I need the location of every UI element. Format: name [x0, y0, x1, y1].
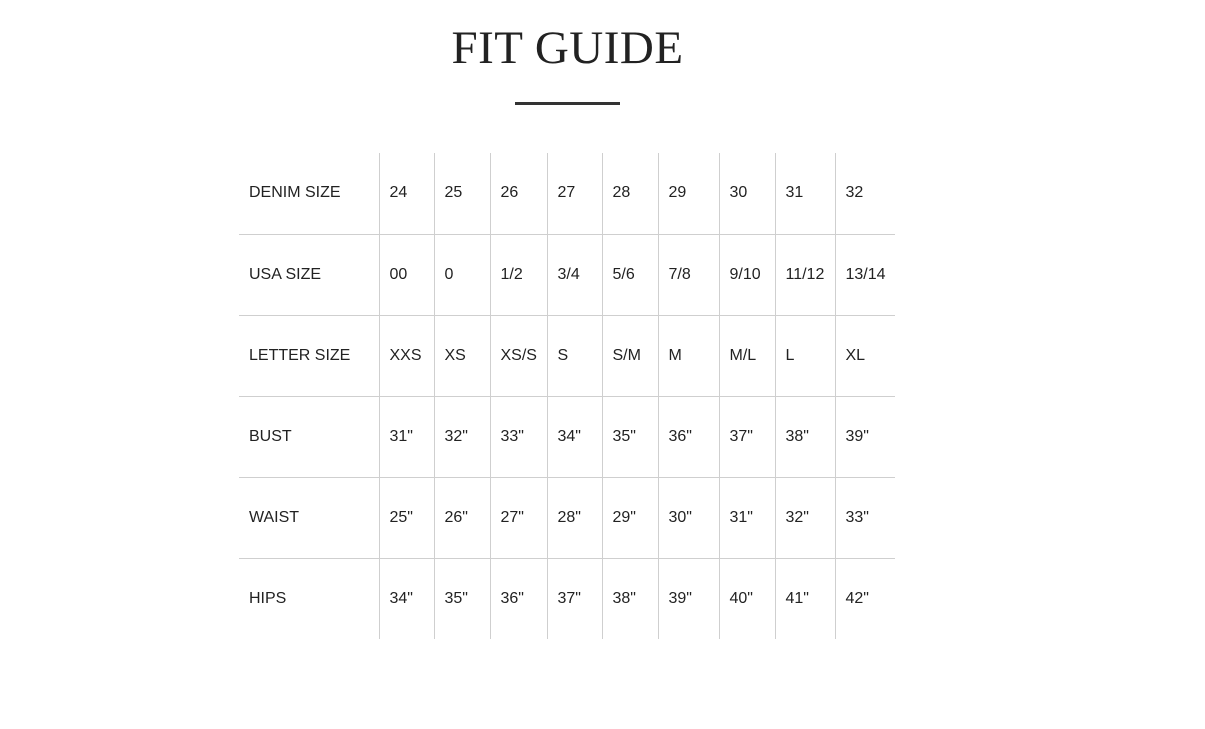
table-cell: 34" [379, 558, 434, 639]
table-cell: 33" [490, 396, 547, 477]
table-cell: 38" [602, 558, 658, 639]
table-cell: 32 [835, 153, 895, 234]
table-cell: XL [835, 315, 895, 396]
table-cell: 25" [379, 477, 434, 558]
page-title: FIT GUIDE [451, 22, 684, 74]
row-label-waist: WAIST [239, 477, 379, 558]
row-label-letter-size: LETTER SIZE [239, 315, 379, 396]
table-row-denim-size [239, 153, 895, 234]
table-row-hips [239, 558, 895, 639]
table-cell: 28 [602, 153, 658, 234]
table-row-bust [239, 396, 895, 477]
table-cell: 39" [658, 558, 719, 639]
table-cell: 30" [658, 477, 719, 558]
table-cell: 24 [379, 153, 434, 234]
table-cell: 35" [434, 558, 490, 639]
table-cell: 41" [775, 558, 835, 639]
table-cell: M [658, 315, 719, 396]
table-cell: 5/6 [602, 234, 658, 315]
table-cell: 3/4 [547, 234, 602, 315]
title-underline [515, 102, 620, 105]
table-cell: 33" [835, 477, 895, 558]
table-cell: 30 [719, 153, 775, 234]
table-cell: 36" [490, 558, 547, 639]
table-cell: XXS [379, 315, 434, 396]
table-row-waist [239, 477, 895, 558]
table-cell: 34" [547, 396, 602, 477]
table-cell: 27 [547, 153, 602, 234]
table-cell: 37" [547, 558, 602, 639]
row-label-bust: BUST [239, 396, 379, 477]
table-cell: 1/2 [490, 234, 547, 315]
table-cell: 11/12 [775, 234, 835, 315]
row-label-hips: HIPS [239, 558, 379, 639]
table-row-usa-size [239, 234, 895, 315]
table-cell: 32" [775, 477, 835, 558]
table-cell: 7/8 [658, 234, 719, 315]
table-cell: 37" [719, 396, 775, 477]
table-cell: 9/10 [719, 234, 775, 315]
table-cell: 26" [434, 477, 490, 558]
table-cell: XS/S [490, 315, 547, 396]
table-cell: 13/14 [835, 234, 895, 315]
table-cell: 40" [719, 558, 775, 639]
table-cell: 38" [775, 396, 835, 477]
row-label-usa-size: USA SIZE [239, 234, 379, 315]
table-cell: 00 [379, 234, 434, 315]
table-row-letter-size [239, 315, 895, 396]
table-cell: 27" [490, 477, 547, 558]
table-cell: 0 [434, 234, 490, 315]
table-cell: 26 [490, 153, 547, 234]
fit-guide-table [239, 153, 895, 639]
table-cell: 35" [602, 396, 658, 477]
table-cell: 25 [434, 153, 490, 234]
table-cell: S [547, 315, 602, 396]
table-cell: XS [434, 315, 490, 396]
table-cell: 32" [434, 396, 490, 477]
table-cell: 31" [719, 477, 775, 558]
table-cell: 31 [775, 153, 835, 234]
table-cell: 39" [835, 396, 895, 477]
table-cell: M/L [719, 315, 775, 396]
table-cell: 36" [658, 396, 719, 477]
table-cell: 31" [379, 396, 434, 477]
table-cell: 28" [547, 477, 602, 558]
table-cell: 42" [835, 558, 895, 639]
table-cell: S/M [602, 315, 658, 396]
table-cell: 29 [658, 153, 719, 234]
table-cell: L [775, 315, 835, 396]
table-cell: 29" [602, 477, 658, 558]
row-label-denim-size: DENIM SIZE [249, 184, 341, 202]
